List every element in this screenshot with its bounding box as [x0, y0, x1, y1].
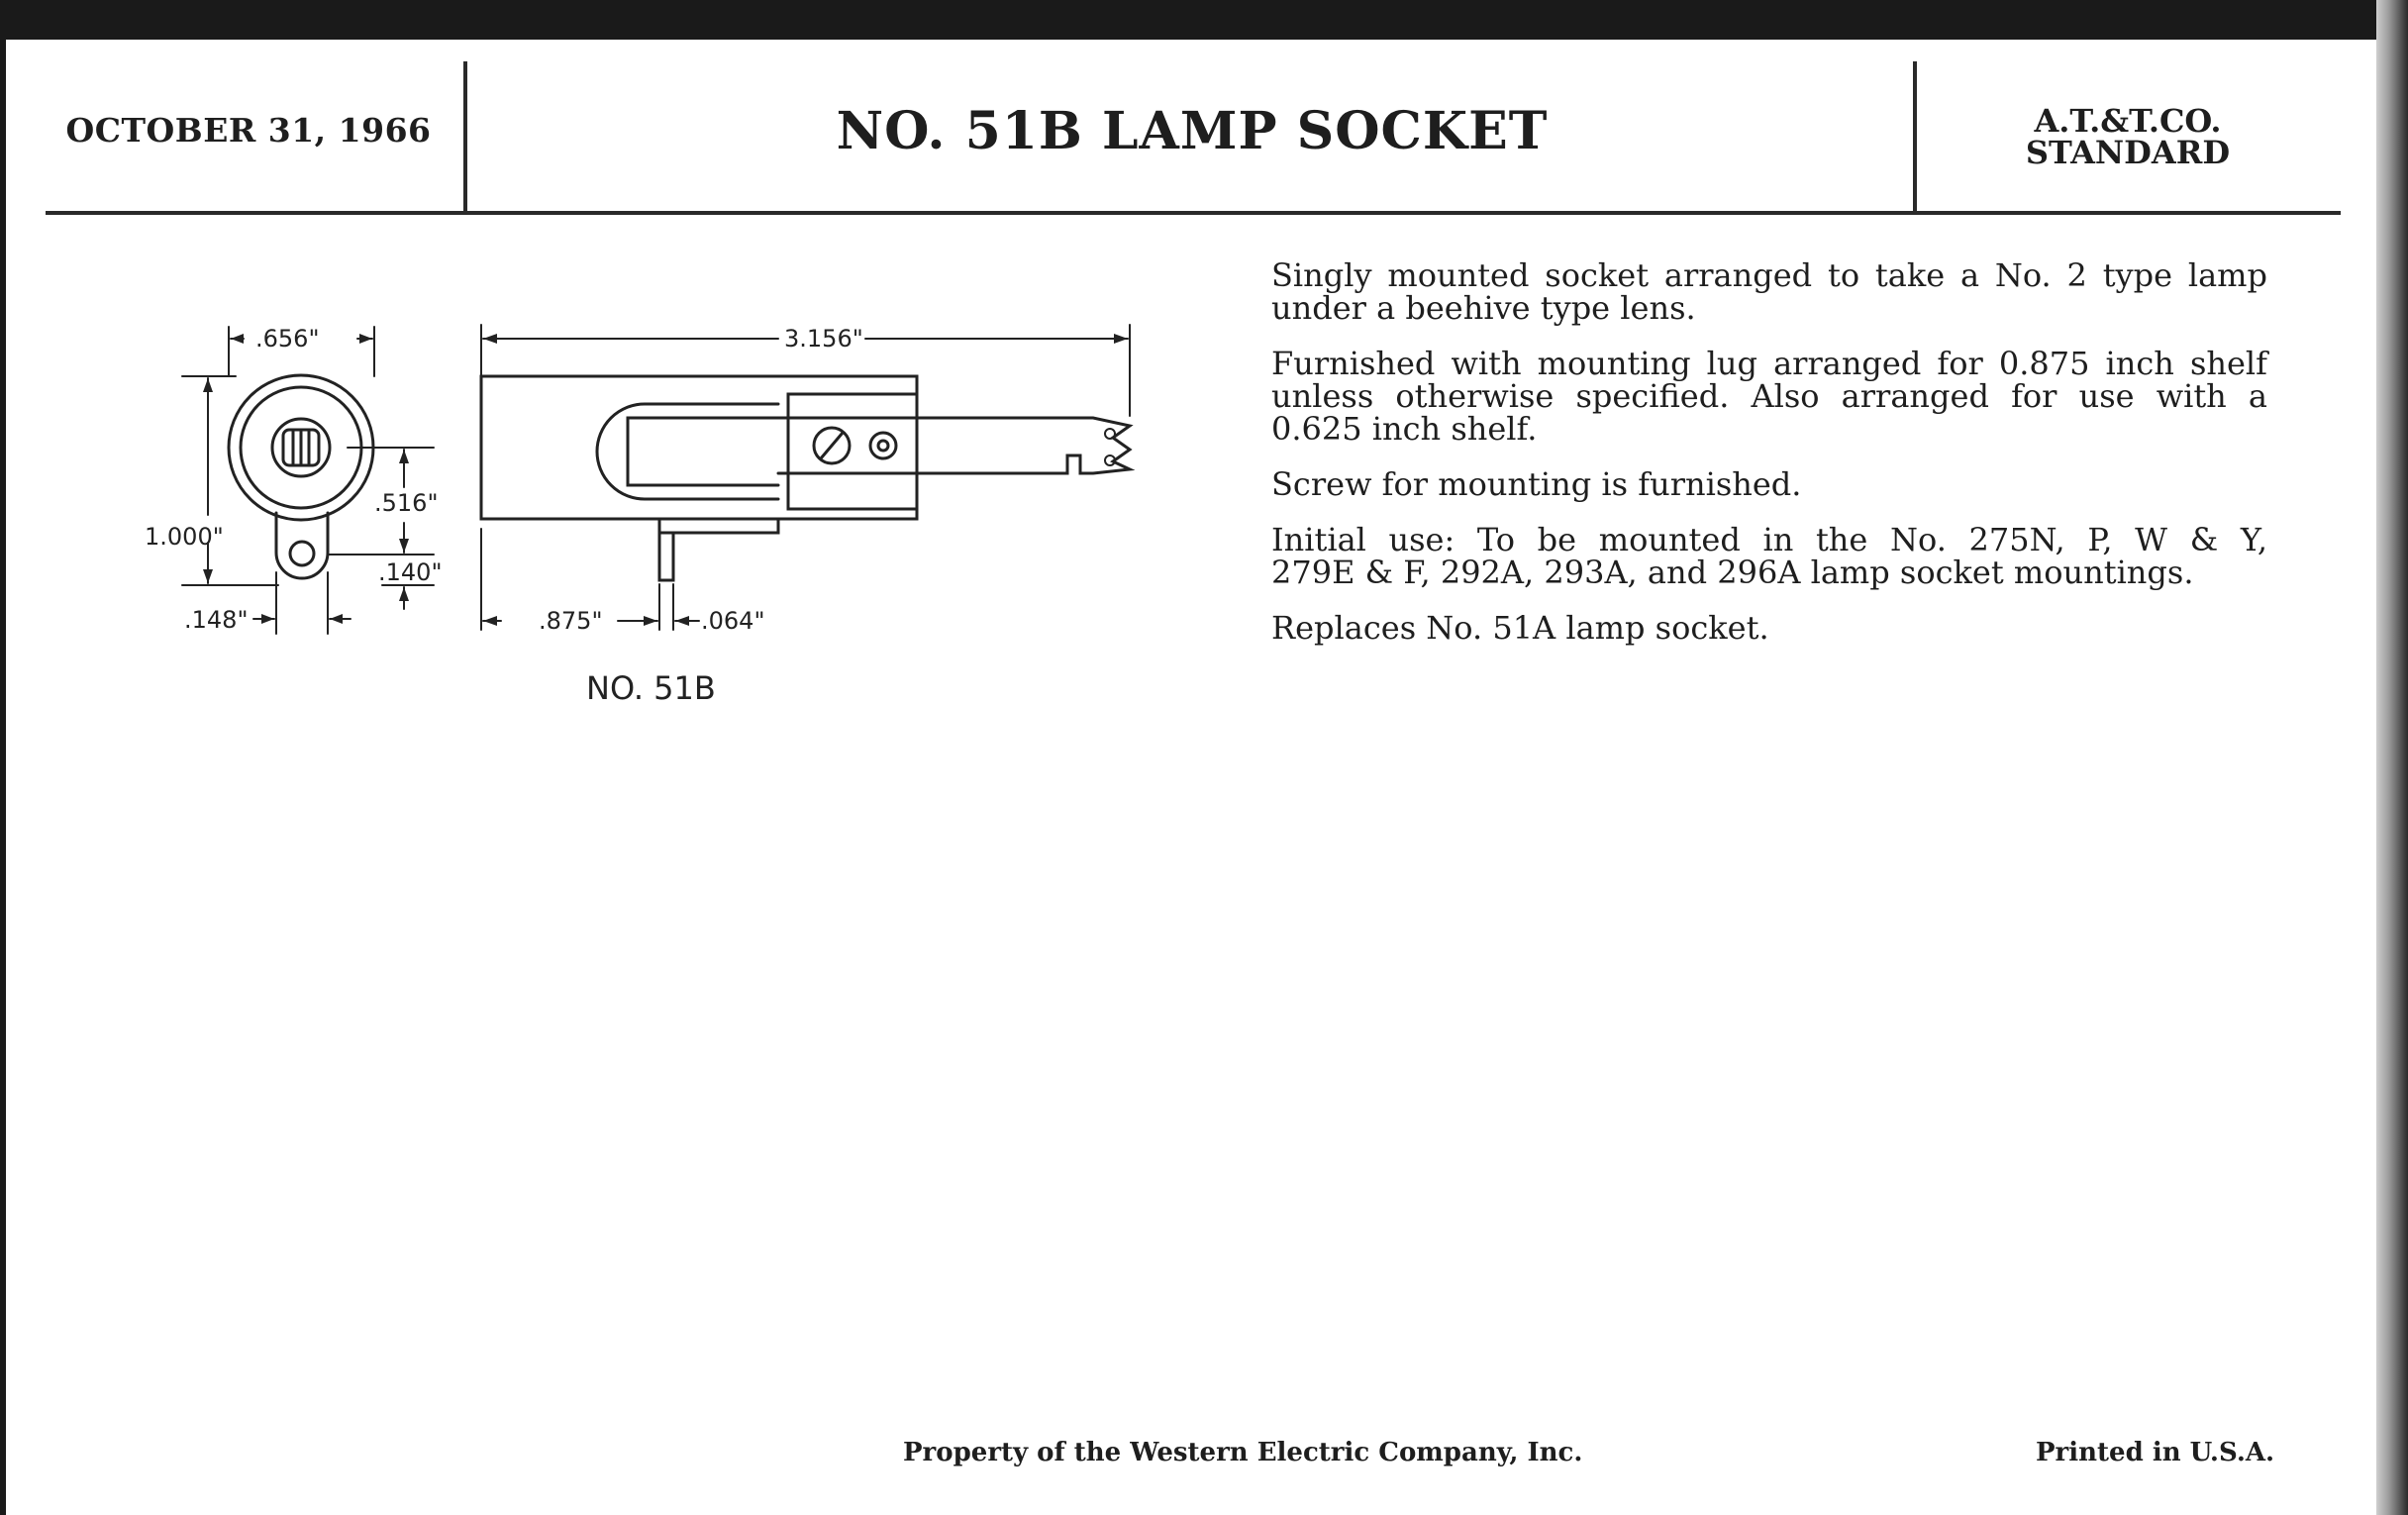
- drawing-caption: NO. 51B: [586, 669, 716, 707]
- text-line: Initial use: To be mounted in the No. 275N, P, W & Y,: [1271, 521, 2267, 558]
- page-title: NO. 51B LAMP SOCKET: [836, 101, 1549, 161]
- standard-line-2: STANDARD: [2025, 134, 2231, 171]
- dim-148-label: .148": [184, 606, 249, 634]
- footer-printed: Printed in U.S.A.: [2036, 1438, 2275, 1467]
- text-line: under a beehive type lens.: [1271, 289, 1696, 327]
- text-line: Singly mounted socket arranged to take a No. 2 type lamp: [1271, 256, 2267, 294]
- text-line: Replaces No. 51A lamp socket.: [1271, 609, 1769, 647]
- text-line: 0.625 inch shelf.: [1271, 410, 1538, 448]
- dim-3156-label: 3.156": [784, 325, 863, 353]
- dim-656-label: .656": [255, 325, 320, 353]
- text-line: unless otherwise specified. Also arranged for use with a: [1271, 377, 2267, 415]
- description-paragraph: [1271, 345, 2267, 448]
- description-paragraph: [1271, 256, 2267, 327]
- issue-date: OCTOBER 31, 1966: [65, 111, 432, 150]
- description-text: [1271, 256, 2267, 667]
- text-line: 279E & F, 292A, 293A, and 296A lamp socket mountings.: [1271, 554, 2194, 591]
- dim-875-label: .875": [539, 607, 603, 635]
- footer-owner: Property of the Western Electric Company, Inc.: [903, 1438, 1583, 1467]
- description-paragraph: [1271, 521, 2267, 591]
- dim-516-label: .516": [374, 489, 439, 517]
- text-line: Screw for mounting is furnished.: [1271, 465, 1802, 503]
- side-view: [481, 325, 1130, 630]
- end-view: [182, 327, 434, 634]
- page-edge-shadow: [2376, 0, 2408, 1515]
- description-paragraph: [1271, 465, 2267, 503]
- dim-1000-label: 1.000": [145, 523, 224, 551]
- text-line: Furnished with mounting lug arranged for 0.875 inch shelf: [1271, 345, 2267, 382]
- dim-140-label: .140": [378, 558, 443, 586]
- standard-mark: [1925, 102, 2331, 171]
- dim-064-label: .064": [701, 607, 765, 635]
- data-sheet: [6, 40, 2376, 1515]
- header-divider-right: [1913, 61, 1917, 215]
- header-rule: [46, 211, 2341, 215]
- lamp-socket-drawing: [145, 277, 1154, 733]
- standard-line-1: A.T.&T.CO.: [2034, 102, 2222, 140]
- description-paragraph: [1271, 609, 2267, 647]
